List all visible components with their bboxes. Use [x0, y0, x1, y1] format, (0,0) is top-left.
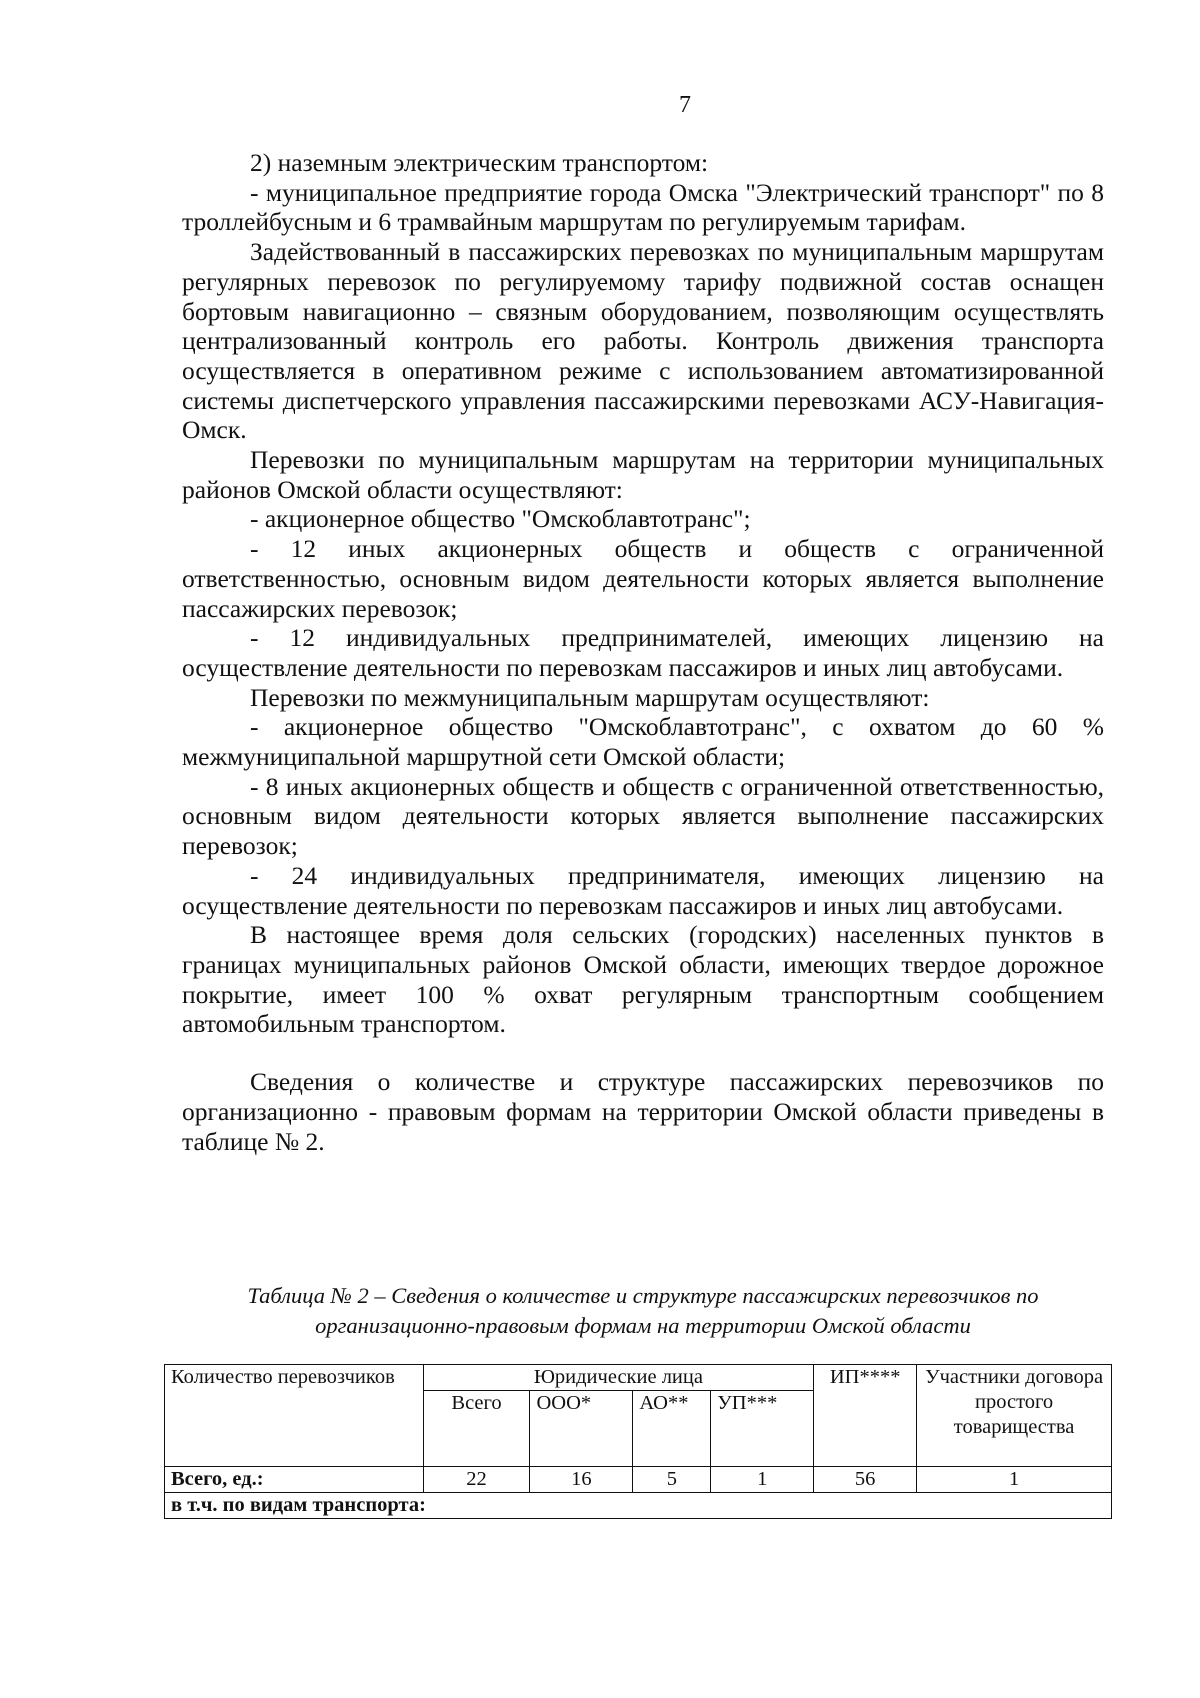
- header-participants: Участники договора простого товарищества: [917, 1365, 1112, 1467]
- paragraph: - 24 индивидуальных предпринимателя, имеющих лицензию на осуществление деятельности по перевозкам пассажиров и иных лиц автобусами.: [182, 860, 1104, 920]
- header-ip: ИП****: [814, 1365, 917, 1467]
- paragraph-gap: [182, 1039, 1104, 1067]
- table-row: [165, 1467, 1112, 1493]
- cell-participants: 1: [917, 1467, 1112, 1493]
- cell-up: 1: [711, 1467, 814, 1493]
- paragraph: - муниципальное предприятие города Омска "Электрический транспорт" по 8 троллейбусным и 6 трамвайным маршрутам по регулируемым тарифам.: [182, 177, 1104, 237]
- table-caption: Таблица № 2 – Сведения о количестве и структуре пассажирских перевозчиков по организационно-правовым формам на территории Омской области: [247, 1283, 1039, 1338]
- subheader-up: УП***: [711, 1391, 814, 1467]
- paragraph: - 8 иных акционерных обществ и обществ с ограниченной ответственностью, основным видом деятельности которых является выполнение пассажирских перевозок;: [182, 771, 1104, 861]
- table-header-row: [165, 1365, 1112, 1391]
- paragraph: В настоящее время доля сельских (городских) населенных пунктов в границах муниципальных районов Омской области, имеющих твердое дорожное покрытие, имеет 100 % охват регулярным транспортным сообщением автомобильным транспортом.: [182, 920, 1104, 1039]
- subheader-ooo: ООО*: [530, 1391, 633, 1467]
- row-label: Всего, ед.:: [165, 1467, 424, 1493]
- cell-ooo: 16: [530, 1467, 633, 1493]
- paragraph: - акционерное общество "Омскоблавтотранс";: [250, 504, 751, 534]
- cell-total: 22: [423, 1467, 530, 1493]
- document-body: [182, 148, 1104, 1156]
- paragraph: Перевозки по муниципальным маршрутам на территории муниципальных районов Омской области осуществляют:: [182, 445, 1104, 504]
- paragraph: - 12 индивидуальных предпринимателей, имеющих лицензию на осуществление деятельности по перевозкам пассажиров и иных лиц автобусами.: [182, 623, 1104, 682]
- header-carriers-count: Количество перевозчиков: [165, 1365, 424, 1467]
- paragraph: Перевозки по межмуниципальным маршрутам осуществляют:: [250, 682, 930, 712]
- cell-ip: 56: [814, 1467, 917, 1493]
- cell-ao: 5: [633, 1467, 711, 1493]
- table-section-row: [165, 1493, 1112, 1519]
- paragraph: 2) наземным электрическим транспортом:: [250, 148, 709, 177]
- paragraph: - акционерное общество "Омскоблавтотранс", с охватом до 60 % межмуниципальной маршрутной сети Омской области;: [182, 712, 1104, 772]
- paragraph: Сведения о количестве и структуре пассажирских перевозчиков по организационно - правовым формам на территории Омской области приведены в таблице № 2.: [182, 1067, 1104, 1156]
- section-label: в т.ч. по видам транспорта:: [165, 1493, 1112, 1519]
- paragraph: - 12 иных акционерных обществ и обществ с ограниченной ответственностью, основным видом деятельности которых является выполнение пассажирских перевозок;: [182, 534, 1104, 623]
- header-legal-entities: Юридические лица: [423, 1365, 814, 1391]
- carriers-table: [164, 1364, 1112, 1519]
- subheader-ao: АО**: [633, 1391, 711, 1467]
- page-number: 7: [679, 92, 691, 118]
- paragraph: Задействованный в пассажирских перевозках по муниципальным маршрутам регулярных перевозок по регулируемому тарифу подвижной состав оснащен бортовым навигационно – связным оборудованием, позволяющим осуществлять централизованный контроль его работы. Контроль движения транспорта осуществляется в оперативном режиме с использованием автоматизированной системы диспетчерского управления пассажирскими перевозками АСУ-Навигация-Омск.: [182, 237, 1104, 445]
- subheader-total: Всего: [423, 1391, 530, 1467]
